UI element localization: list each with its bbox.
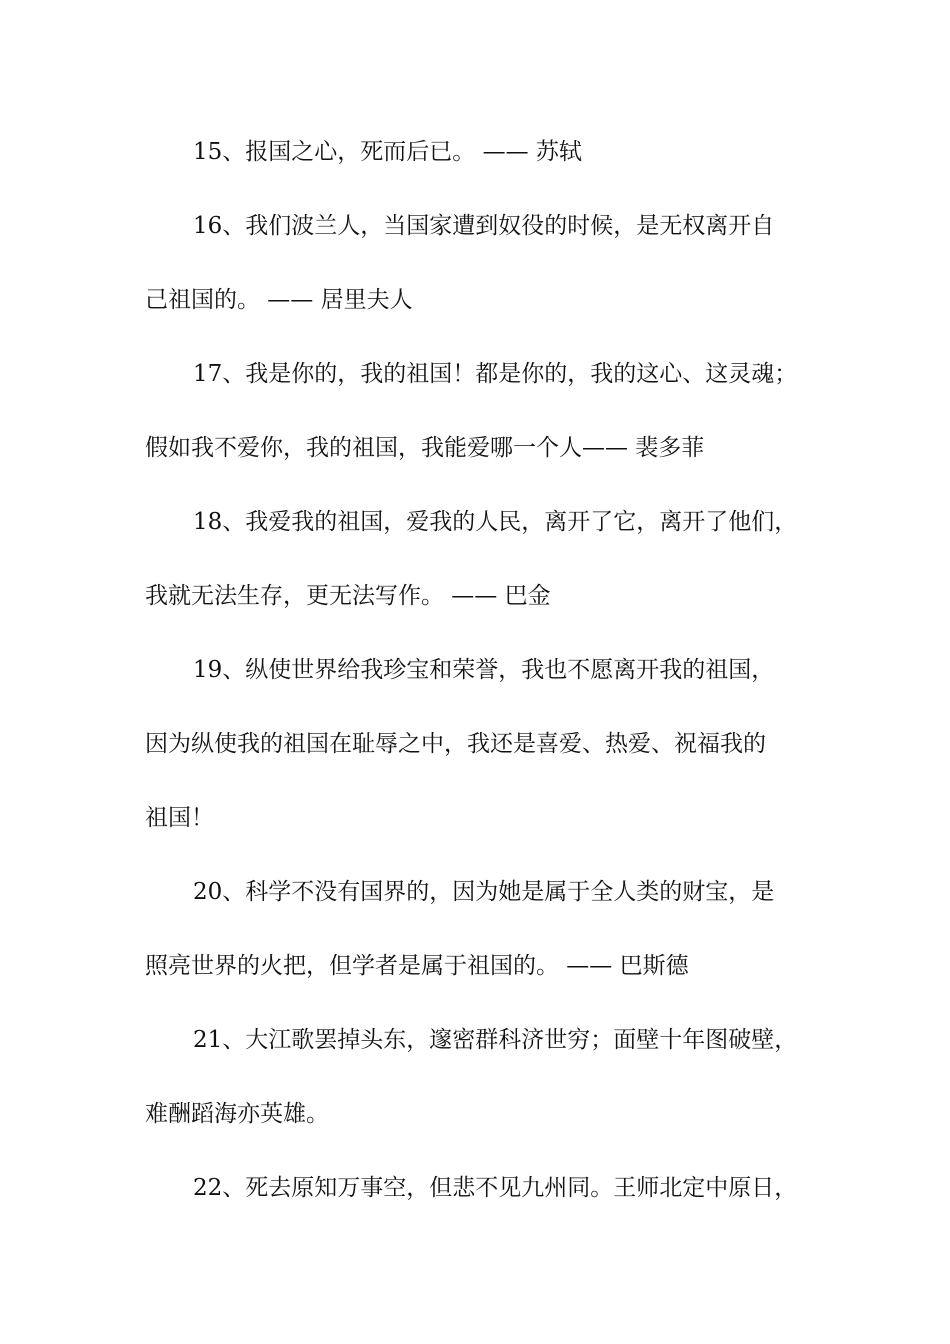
quote-20-line-1: 20、科学不没有国界的，因为她是属于全人类的财宝，是: [193, 879, 775, 905]
quote-16-line-1: 16、我们波兰人，当国家遭到奴役的时候，是无权离开自: [193, 213, 775, 239]
quote-17-line-1: 17、我是你的，我的祖国！都是你的，我的这心、这灵魂；: [193, 361, 798, 387]
quote-22-line-1: 22、死去原知万事空，但悲不见九州同。王师北定中原日，: [193, 1175, 798, 1201]
quote-20-line-2: 照亮世界的火把，但学者是属于祖国的。 —— 巴斯德: [145, 953, 689, 979]
quote-21-line-2: 难酬蹈海亦英雄。: [145, 1101, 329, 1127]
quote-21-line-1: 21、大江歌罢掉头东，邃密群科济世穷；面壁十年图破壁，: [193, 1027, 798, 1053]
quote-19-line-3: 祖国！: [145, 805, 214, 831]
quote-18-line-1: 18、我爱我的祖国，爱我的人民，离开了它，离开了他们，: [193, 509, 798, 535]
quote-15-line-1: 15、报国之心，死而后已。 —— 苏轼: [193, 139, 582, 165]
quote-17-line-2: 假如我不爱你，我的祖国，我能爱哪一个人—— 裴多菲: [145, 435, 705, 461]
quote-16-line-2: 己祖国的。 —— 居里夫人: [145, 287, 413, 313]
quote-18-line-2: 我就无法生存，更无法写作。 —— 巴金: [145, 583, 551, 609]
quote-19-line-2: 因为纵使我的祖国在耻辱之中，我还是喜爱、热爱、祝福我的: [145, 731, 766, 757]
quote-19-line-1: 19、纵使世界给我珍宝和荣誉，我也不愿离开我的祖国，: [193, 657, 775, 683]
